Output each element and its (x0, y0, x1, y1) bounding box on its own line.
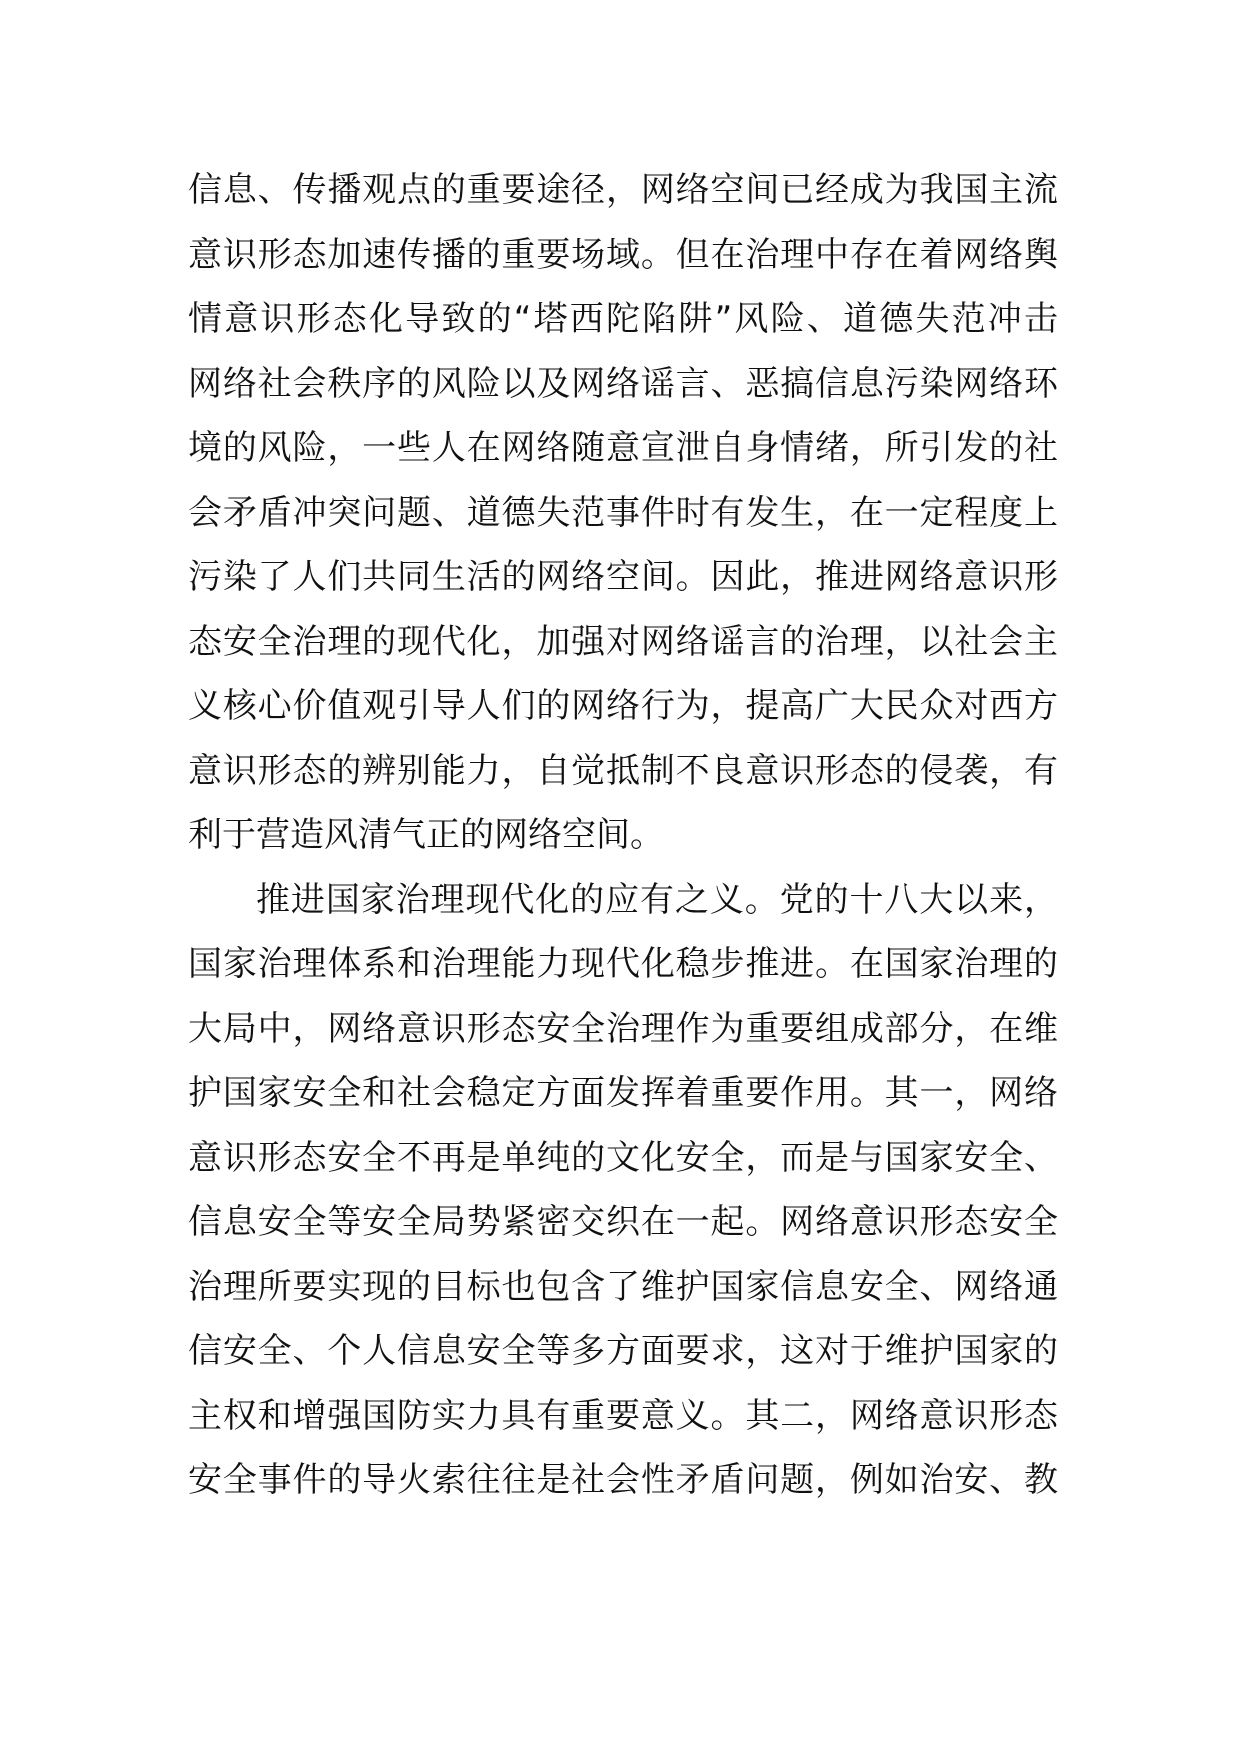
paragraph-line: 义核心价值观引导人们的网络行为，提高广大民众对西方 (188, 686, 1058, 726)
paragraph-line: 信息安全等安全局势紧密交织在一起。网络意识形态安全 (188, 1202, 1058, 1242)
paragraph-line: 主权和增强国防实力具有重要意义。其二，网络意识形态 (188, 1395, 1058, 1436)
paragraph-line: 意识形态的辨别能力，自觉抵制不良意识形态的侵袭，有 (188, 750, 1058, 791)
paragraph-line: 情意识形态化导致的“塔西陀陷阱”风险、道德失范冲击 (188, 299, 1058, 339)
paragraph-line: 推进国家治理现代化的应有之义。党的十八大以来， (256, 879, 1058, 920)
paragraph-line: 意识形态加速传播的重要场域。但在治理中存在着网络舆 (188, 234, 1058, 275)
paragraph-2 (188, 868, 1058, 1513)
paragraph-line: 网络社会秩序的风险以及网络谣言、恶搞信息污染网络环 (188, 363, 1058, 404)
paragraph-line: 境的风险，一些人在网络随意宣泄自身情绪，所引发的社 (188, 428, 1058, 468)
paragraph-line: 会矛盾冲突问题、道德失范事件时有发生，在一定程度上 (188, 492, 1058, 533)
paragraph-line: 污染了人们共同生活的网络空间。因此，推进网络意识形 (188, 557, 1058, 597)
paragraph-line: 治理所要实现的目标也包含了维护国家信息安全、网络通 (188, 1266, 1058, 1307)
paragraph-line: 国家治理体系和治理能力现代化稳步推进。在国家治理的 (188, 944, 1058, 984)
paragraph-line: 护国家安全和社会稳定方面发挥着重要作用。其一，网络 (188, 1073, 1058, 1113)
paragraph-line: 大局中，网络意识形态安全治理作为重要组成部分，在维 (188, 1008, 1058, 1049)
paragraph-line: 态安全治理的现代化，加强对网络谣言的治理，以社会主 (188, 621, 1058, 662)
paragraph-line: 安全事件的导火索往往是社会性矛盾问题，例如治安、教 (188, 1460, 1058, 1500)
paragraph-line: 信息、传播观点的重要途径，网络空间已经成为我国主流 (188, 170, 1058, 210)
paragraph-1 (188, 158, 1058, 868)
paragraph-line: 意识形态安全不再是单纯的文化安全，而是与国家安全、 (188, 1137, 1058, 1178)
paragraph-line: 信安全、个人信息安全等多方面要求，这对于维护国家的 (188, 1331, 1058, 1371)
document-body (188, 158, 1058, 1513)
paragraph-line: 利于营造风清气正的网络空间。 (188, 815, 664, 855)
